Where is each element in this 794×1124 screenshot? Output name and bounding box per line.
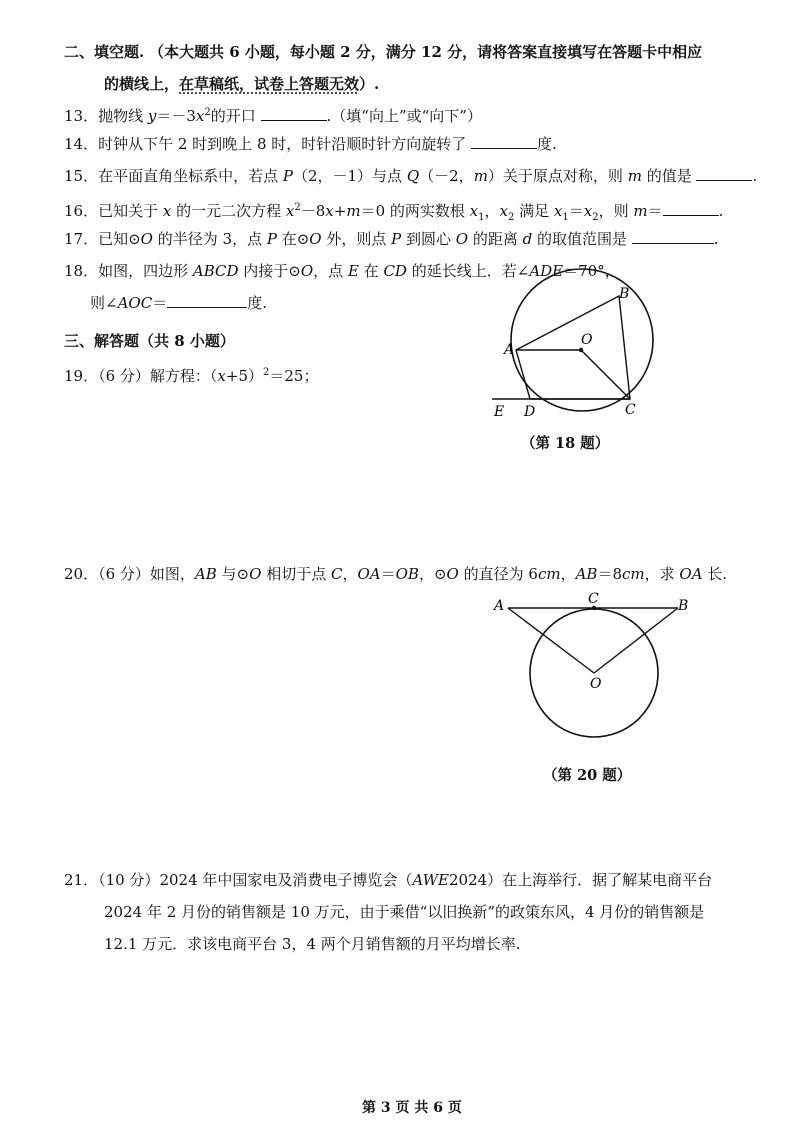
question-13: 13．抛物线 $y=-3x^2$的开口 .（填“向上”或“向下”） (64, 107, 482, 125)
question-18-line2: 则∠AOC＝ 度. (90, 294, 267, 312)
fig20-label-c: C (588, 591, 599, 607)
figure-18 (480, 268, 670, 428)
question-14: 14．时钟从下午 2 时到晚上 8 时，时针沿顺时针方向旋转了 度. (64, 135, 557, 153)
figure-20 (488, 588, 698, 748)
fig18-label-a: A (504, 342, 515, 358)
segment-oc (581, 350, 630, 399)
fig20-label-o: O (590, 676, 602, 692)
question-15: 15．在平面直角坐标系中，若点 P（2，－1）与点 Q（－2，m）关于原点对称，则 m 的值是 . (64, 167, 758, 185)
figure-18-caption: （第 18 题） (521, 435, 610, 452)
answer-blank-13[interactable] (261, 106, 327, 121)
answer-blank-18[interactable] (167, 293, 247, 308)
section2-note: （本大题共 6 小题，每小题 2 分，满分 12 分，请将答案直接填写在答题卡中相应 (149, 43, 703, 61)
question-20: 20．（6 分）如图，AB 与⊙O 相切于点 C，OA＝OB，⊙O 的直径为 6cm，AB＝8cm，求 OA 长. (64, 565, 728, 583)
section2-heading-line (64, 41, 702, 63)
fig20-label-b: B (678, 598, 689, 614)
section2-heading: 二、填空题. (64, 43, 145, 61)
fig18-label-c: C (625, 402, 636, 418)
figure-20-caption: （第 20 题） (543, 767, 632, 784)
question-19: 19．（6 分）解方程：$(x+5)^2=25$； (64, 367, 319, 385)
answer-blank-17[interactable] (632, 229, 714, 244)
question-18: 18．如图，四边形 ABCD 内接于⊙O，点 E 在 CD 的延长线上．若∠ADE＝70°， (64, 262, 620, 280)
fig18-label-d: D (524, 404, 536, 420)
center-point-18 (579, 348, 583, 352)
section3-heading: 三、解答题（共 8 小题） (64, 332, 235, 350)
fig18-label-e: E (494, 404, 505, 420)
answer-blank-16[interactable] (663, 201, 719, 216)
fig18-label-b: B (619, 286, 630, 302)
question-17: 17．已知⊙O 的半径为 3，点 P 在⊙O 外，则点 P 到圆心 O 的距离 d 的取值范围是 . (64, 230, 719, 248)
question-16: 16．已知关于 x 的一元二次方程 $x^2-8x+m=0$ 的两实数根 $x_1$，$x_2$ 满足 $x_1=x_2$，则 m＝ . (64, 202, 724, 223)
question-21-line3: 12.1 万元．求该电商平台 3，4 两个月销售额的月平均增长率. (104, 935, 521, 953)
fig18-label-o: O (581, 332, 593, 348)
quad-abcd (516, 296, 630, 399)
question-21: 21．（10 分）2024 年中国家电及消费电子博览会（AWE2024）在上海举行．据了解某电商平台 (64, 871, 713, 889)
segment-ao-20 (508, 608, 594, 673)
question-21-line2: 2024 年 2 月份的销售额是 10 万元，由于乘借“以旧换新”的政策东风，4 月份的销售额是 (104, 903, 705, 921)
fig20-label-a: A (494, 598, 505, 614)
section2-emphasis: 在草稿纸，试卷上答题无效 (179, 75, 360, 93)
answer-blank-14[interactable] (471, 134, 537, 149)
answer-blank-15[interactable] (696, 166, 752, 181)
page-footer: 第 3 页 共 6 页 (362, 1100, 462, 1116)
section2-note-line2: 的横线上，在草稿纸，试卷上答题无效）. (104, 75, 380, 93)
segment-ob-20 (594, 608, 678, 673)
